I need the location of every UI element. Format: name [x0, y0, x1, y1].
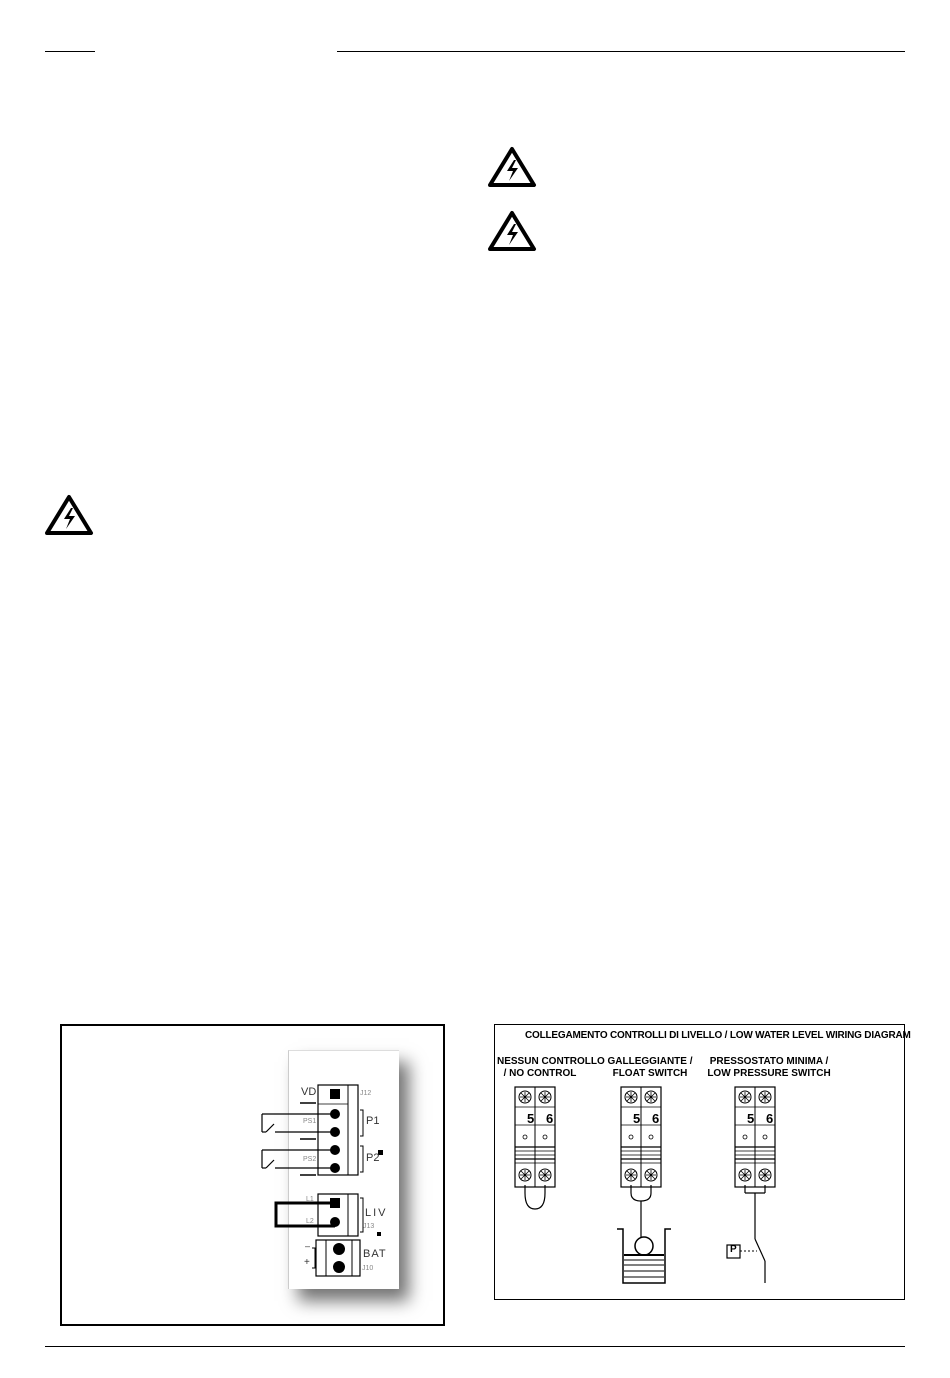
high-voltage-warning-icon [44, 494, 94, 536]
liv-label: LIV [365, 1207, 388, 1219]
terminal-board-wiring [62, 1026, 442, 1323]
l2-label: L2 [306, 1218, 314, 1225]
header-rule-left [45, 51, 95, 52]
terminal-6-label: 6 [546, 1111, 554, 1126]
battery-plus-label: + [304, 1257, 310, 1268]
column-title-line: FLOAT SWITCH [612, 1068, 688, 1079]
level-wiring-drawing [495, 1025, 903, 1298]
terminal-board-figure [60, 1024, 445, 1326]
pressure-symbol-label: P [730, 1244, 737, 1255]
terminal-5-label: 5 [633, 1111, 641, 1126]
j10-label: J10 [362, 1265, 374, 1272]
terminal-6-label: 6 [652, 1111, 660, 1126]
ps1-label: PS1 [303, 1118, 317, 1125]
column-title-line: NESSUN CONTROLLO [497, 1056, 605, 1067]
high-voltage-warning-icon [487, 210, 537, 252]
diagram-title: COLLEGAMENTO CONTROLLI DI LIVELLO / LOW WATER LEVEL WIRING DIAGRAM [525, 1030, 911, 1041]
terminal-5-label: 5 [527, 1111, 535, 1126]
header-rule-right [337, 51, 905, 52]
footer-rule [45, 1346, 905, 1347]
p2-label: P2 [366, 1152, 380, 1164]
column-title-line: / NO CONTROL [503, 1068, 577, 1079]
vd-label: VD [301, 1086, 317, 1098]
high-voltage-warning-icon [487, 146, 537, 188]
j12-label: J12 [360, 1090, 372, 1097]
column-title-line: PRESSOSTATO MINIMA / [709, 1056, 829, 1067]
column-title-line: LOW PRESSURE SWITCH [707, 1068, 831, 1079]
battery-minus-label: – [305, 1241, 311, 1251]
terminal-6-label: 6 [766, 1111, 774, 1126]
l1-label: L1 [306, 1196, 314, 1203]
column-title-line: GALLEGGIANTE / [607, 1056, 693, 1067]
p1-label: P1 [366, 1115, 380, 1127]
bat-label: BAT [363, 1248, 387, 1260]
j13-label: J13 [363, 1223, 375, 1230]
terminal-5-label: 5 [747, 1111, 755, 1126]
level-wiring-diagram [494, 1024, 911, 1300]
ps2-label: PS2 [303, 1156, 317, 1163]
